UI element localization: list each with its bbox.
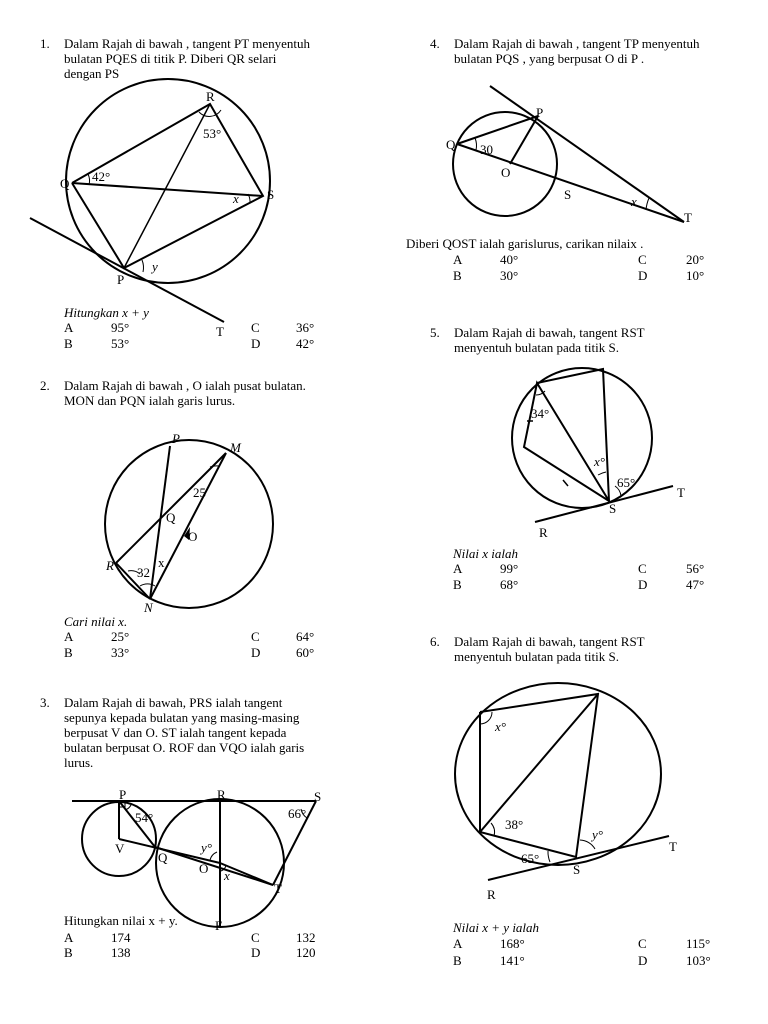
option-value: 10° bbox=[686, 268, 705, 283]
option-letter[interactable]: B bbox=[453, 268, 462, 283]
angle-x-label: x bbox=[233, 191, 239, 206]
question-prompt: Cari nilai x. bbox=[64, 614, 128, 629]
question-number: 2. bbox=[40, 378, 50, 393]
label-P: P bbox=[119, 787, 127, 802]
label-R: R bbox=[206, 89, 215, 104]
question-prompt: Hitungkan x + y bbox=[64, 305, 149, 320]
option-value: 103° bbox=[686, 953, 711, 968]
question-stem: Dalam Rajah di bawah , O ialah pusat bulatan. MON dan PQN ialah garis lurus. bbox=[64, 378, 306, 408]
option-value: 33° bbox=[111, 645, 130, 660]
option-value: 99° bbox=[500, 561, 519, 576]
label-Q: Q bbox=[446, 137, 456, 152]
label-S: S bbox=[609, 501, 617, 516]
angle-label: 25 bbox=[193, 485, 206, 500]
angle-label: 65° bbox=[617, 475, 636, 490]
angle-label: 30 bbox=[480, 142, 493, 157]
label-O: O bbox=[188, 529, 198, 544]
question-number: 6. bbox=[430, 634, 440, 649]
option-value: 42° bbox=[296, 336, 315, 351]
option-letter[interactable]: A bbox=[453, 561, 463, 576]
option-value: 120 bbox=[296, 945, 316, 960]
label-T: T bbox=[677, 485, 685, 500]
label-T: T bbox=[216, 324, 224, 339]
angle-y-label: y° bbox=[201, 840, 212, 855]
label-T: T bbox=[684, 210, 692, 225]
option-letter[interactable]: C bbox=[251, 629, 260, 644]
option-letter[interactable]: B bbox=[64, 645, 73, 660]
label-M: M bbox=[230, 440, 241, 455]
label-Q: Q bbox=[158, 850, 168, 865]
angle-label: 65° bbox=[521, 851, 540, 866]
label-O: O bbox=[501, 165, 511, 180]
option-value: 95° bbox=[111, 320, 130, 335]
angle-label: 38° bbox=[505, 817, 524, 832]
option-value: 68° bbox=[500, 577, 519, 592]
label-R: R bbox=[539, 525, 548, 540]
label-Q: Q bbox=[60, 176, 70, 191]
angle-x-label: x° bbox=[594, 454, 605, 469]
angle-label: 32 bbox=[137, 565, 150, 580]
angle-x-label: x bbox=[158, 555, 165, 570]
label-Q: Q bbox=[166, 510, 176, 525]
option-value: 36° bbox=[296, 320, 315, 335]
option-letter[interactable]: B bbox=[453, 953, 462, 968]
label-S: S bbox=[573, 862, 581, 877]
option-letter[interactable]: D bbox=[251, 945, 261, 960]
question-stem: Dalam Rajah di bawah, PRS ialah tangent sepunya kepada bulatan yang masing-masing berpusat V dan O. ST ialah tangent kepada bulatan berpusat O. ROF dan VQO ialah garis lurus. bbox=[64, 695, 305, 770]
option-value: 20° bbox=[686, 252, 705, 267]
label-R: R bbox=[217, 787, 226, 802]
angle-x-label: x° bbox=[495, 719, 506, 734]
option-letter[interactable]: D bbox=[251, 336, 261, 351]
question-stem: Dalam Rajah di bawah , tangent TP menyentuh bulatan PQS , yang berpusat O di P . bbox=[454, 36, 700, 66]
option-value: 132 bbox=[296, 930, 316, 945]
angle-label: 34° bbox=[531, 406, 550, 421]
option-letter[interactable]: C bbox=[638, 561, 647, 576]
question-stem: Dalam Rajah di bawah, tangent RST menyentuh bulatan pada titik S. bbox=[454, 634, 645, 664]
option-letter[interactable]: C bbox=[638, 252, 647, 267]
option-letter[interactable]: B bbox=[64, 945, 73, 960]
angle-y-label: y° bbox=[592, 827, 603, 842]
option-letter[interactable]: A bbox=[64, 629, 74, 644]
option-letter[interactable]: D bbox=[638, 577, 648, 592]
question-prompt: Hitungkan nilai x + y. bbox=[64, 913, 178, 928]
option-letter[interactable]: B bbox=[64, 336, 73, 351]
label-N: N bbox=[144, 600, 153, 615]
option-value: 25° bbox=[111, 629, 130, 644]
question-number: 1. bbox=[40, 36, 50, 51]
angle-label: 54° bbox=[135, 810, 154, 825]
option-value: 30° bbox=[500, 268, 519, 283]
label-F: F bbox=[215, 918, 223, 933]
label-T: T bbox=[669, 839, 677, 854]
option-value: 40° bbox=[500, 252, 519, 267]
angle-x-label: x bbox=[224, 868, 230, 883]
option-letter[interactable]: C bbox=[251, 930, 260, 945]
option-letter[interactable]: B bbox=[453, 577, 462, 592]
question-stem: Dalam Rajah di bawah , tangent PT menyentuh bulatan PQES di titik P. Diberi QR selari dengan PS bbox=[64, 36, 310, 81]
label-P: P bbox=[536, 105, 544, 120]
option-value: 168° bbox=[500, 936, 525, 951]
question-number: 3. bbox=[40, 695, 50, 710]
question-6-answers bbox=[453, 920, 753, 970]
label-R: R bbox=[487, 887, 496, 902]
option-letter[interactable]: A bbox=[64, 320, 74, 335]
option-letter[interactable]: D bbox=[251, 645, 261, 660]
option-value: 56° bbox=[686, 561, 705, 576]
option-letter[interactable]: A bbox=[64, 930, 74, 945]
option-value: 174 bbox=[111, 930, 131, 945]
label-S: S bbox=[314, 789, 322, 804]
label-V: V bbox=[115, 841, 125, 856]
question-prompt: Diberi QOST ialah garislurus, carikan nilaix . bbox=[406, 236, 644, 251]
question-prompt: Nilai x + y ialah bbox=[453, 920, 540, 935]
option-value: 141° bbox=[500, 953, 525, 968]
option-letter[interactable]: D bbox=[638, 268, 648, 283]
angle-x-label: x bbox=[631, 194, 637, 209]
label-P: P bbox=[172, 431, 180, 446]
label-T: T bbox=[274, 881, 282, 896]
label-P: P bbox=[117, 272, 125, 287]
question-number: 5. bbox=[430, 325, 440, 340]
label-S: S bbox=[564, 187, 572, 202]
option-letter[interactable]: C bbox=[251, 320, 260, 335]
option-letter[interactable]: A bbox=[453, 252, 463, 267]
option-value: 115° bbox=[686, 936, 711, 951]
option-value: 47° bbox=[686, 577, 705, 592]
option-letter[interactable]: D bbox=[638, 953, 648, 968]
option-value: 53° bbox=[111, 336, 130, 351]
option-value: 64° bbox=[296, 629, 315, 644]
option-letter[interactable]: C bbox=[638, 936, 647, 951]
angle-label: 42° bbox=[92, 169, 111, 184]
angle-label: 53° bbox=[203, 126, 222, 141]
label-S: S bbox=[267, 187, 275, 202]
option-letter[interactable]: A bbox=[453, 936, 463, 951]
question-prompt: Nilai x ialah bbox=[453, 546, 518, 561]
question-stem: Dalam Rajah di bawah, tangent RST menyentuh bulatan pada titik S. bbox=[454, 325, 645, 355]
angle-y-label: y bbox=[152, 259, 158, 274]
angle-label: 66° bbox=[288, 806, 307, 821]
label-R: R bbox=[106, 558, 114, 573]
label-O: O bbox=[199, 861, 209, 876]
option-value: 138 bbox=[111, 945, 131, 960]
question-number: 4. bbox=[430, 36, 440, 51]
option-value: 60° bbox=[296, 645, 315, 660]
